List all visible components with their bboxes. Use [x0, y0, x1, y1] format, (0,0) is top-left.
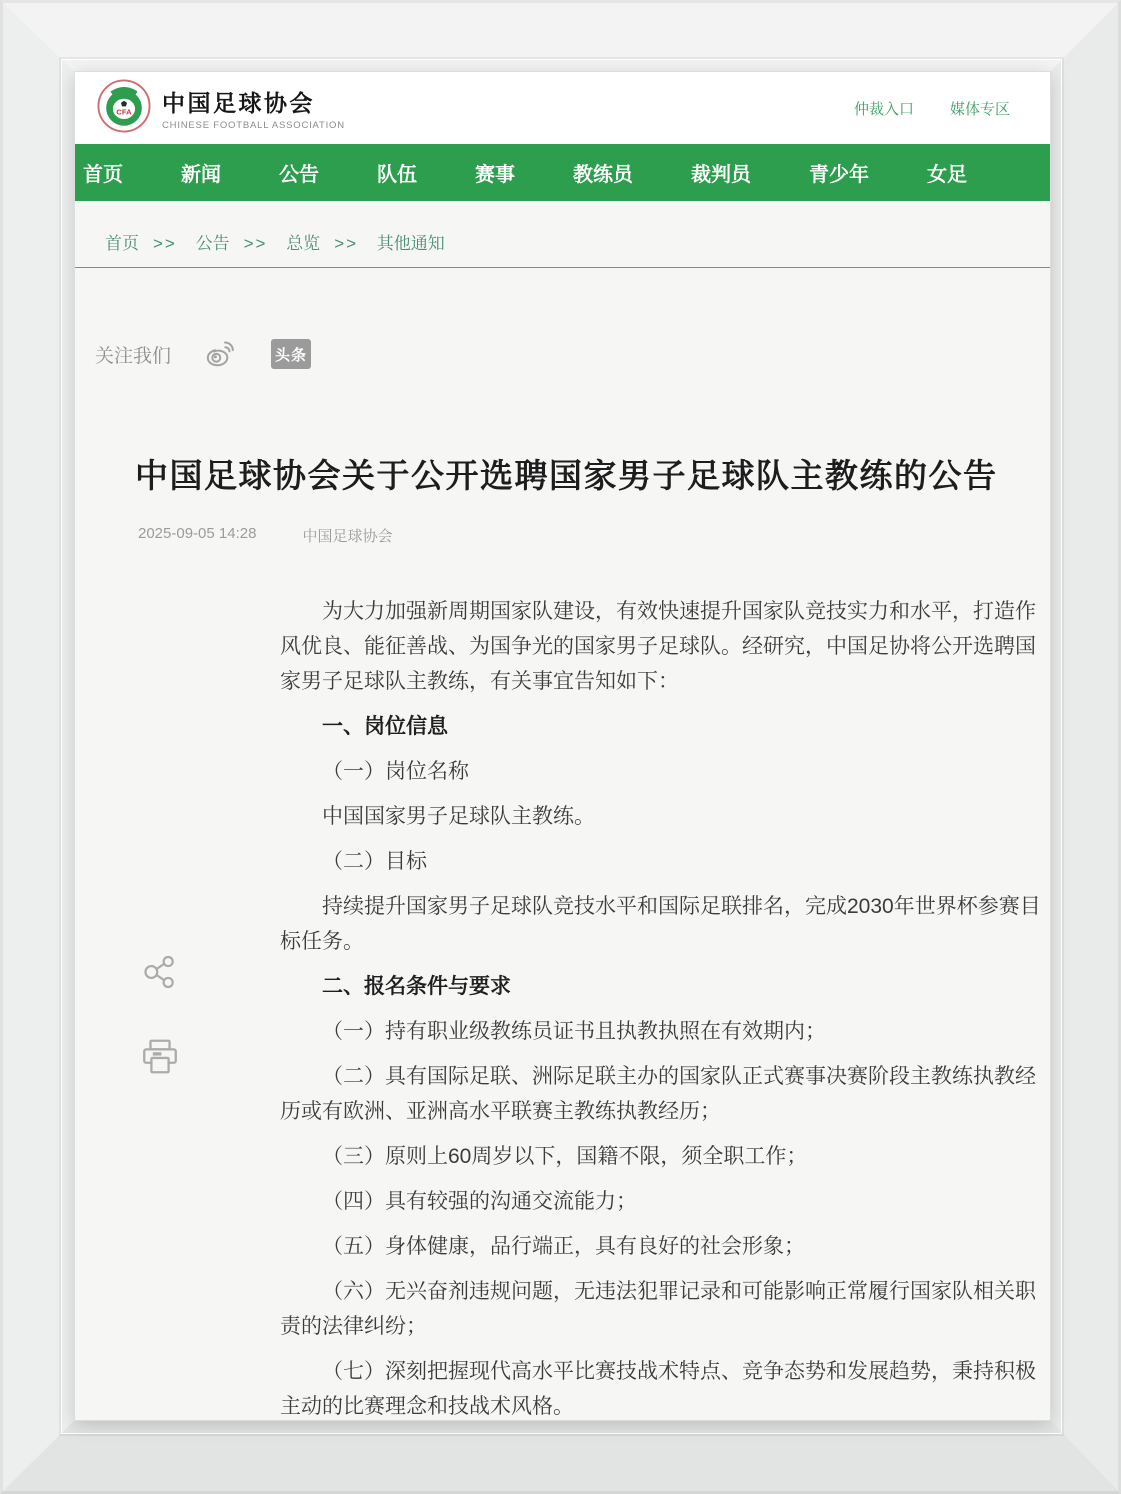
svg-text:CFA: CFA	[116, 107, 132, 117]
article-paragraph: （二）目标	[322, 849, 427, 873]
share-icon[interactable]	[140, 952, 180, 992]
article-paragraph: 为大力加强新周期国家队建设，有效快速提升国家队竞技实力和水平，打造作风优良、能征善战、为国争光的国家男子足球队。经研究，中国足协将公开选聘国家男子足球队主教练，有关事宜告知如下：	[280, 599, 1036, 693]
article-paragraph: （四）具有较强的沟通交流能力；	[322, 1189, 637, 1213]
nav-item[interactable]: 教练员	[573, 164, 633, 186]
toutiao-icon[interactable]: 头条	[271, 339, 311, 369]
article-body	[280, 594, 1050, 1420]
breadcrumb-separator: >>	[243, 234, 268, 253]
breadcrumb-item[interactable]: 总览	[286, 234, 321, 253]
article-paragraph: （一）持有职业级教练员证书且执教执照在有效期内；	[322, 1019, 826, 1043]
breadcrumb-item[interactable]: 公告	[195, 234, 230, 253]
breadcrumb	[105, 229, 1050, 254]
breadcrumb-item-group	[196, 234, 282, 253]
print-icon[interactable]	[139, 1036, 181, 1078]
article-paragraph: 一、岗位信息	[322, 714, 448, 738]
logo-text	[162, 85, 345, 131]
header-link[interactable]: 仲裁入口	[853, 100, 914, 118]
cfa-logo[interactable]	[97, 79, 345, 138]
site-header	[75, 72, 1050, 144]
nav-item[interactable]: 首页	[83, 164, 123, 186]
article-paragraph: 中国国家男子足球队主教练。	[322, 804, 595, 828]
article-source: 中国足球协会	[302, 527, 393, 545]
article-paragraph: 二、报名条件与要求	[322, 974, 511, 998]
breadcrumb-item[interactable]: 首页	[105, 234, 139, 253]
article-date: 2025-09-05 14:28	[138, 524, 257, 542]
breadcrumb-item-group	[286, 234, 372, 253]
page-content	[75, 72, 1050, 1420]
breadcrumb-separator: >>	[334, 234, 359, 253]
breadcrumb-item-group	[105, 234, 191, 253]
weibo-icon[interactable]	[205, 338, 237, 370]
follow-label: 关注我们	[95, 345, 172, 367]
nav-item[interactable]: 青少年	[809, 164, 869, 186]
article-paragraph: （六）无兴奋剂违规问题，无违法犯罪记录和可能影响正常履行国家队相关职责的法律纠纷；	[280, 1279, 1036, 1338]
article-meta	[138, 525, 1050, 546]
article-paragraph: （一）岗位名称	[322, 759, 469, 783]
breadcrumb-item[interactable]: 其他通知	[376, 234, 445, 253]
article-paragraph: （三）原则上60周岁以下，国籍不限，须全职工作；	[322, 1144, 808, 1168]
breadcrumb-item-group	[377, 234, 445, 253]
nav-item[interactable]: 队伍	[377, 164, 417, 186]
nav-item[interactable]: 裁判员	[691, 164, 751, 186]
main-nav	[75, 144, 1050, 201]
article-tools	[139, 952, 181, 1078]
breadcrumb-separator: >>	[153, 234, 177, 253]
article-paragraph: （二）具有国际足联、洲际足联主办的国家队正式赛事决赛阶段主教练执教经历或有欧洲、亚洲高水平联赛主教练执教经历；	[280, 1064, 1036, 1123]
logo-subtitle: CHINESE FOOTBALL ASSOCIATION	[162, 120, 345, 131]
article-paragraph: （五）身体健康，品行端正，具有良好的社会形象；	[322, 1234, 805, 1258]
article-paragraph: 持续提升国家男子足球队竞技水平和国际足联排名，完成2030年世界杯参赛目标任务。	[280, 894, 1041, 953]
article-title: 中国足球协会关于公开选聘国家男子足球队主教练的公告	[135, 457, 998, 494]
article	[75, 454, 1050, 1420]
nav-item[interactable]: 公告	[279, 164, 319, 186]
follow-us	[95, 338, 1050, 370]
cfa-badge-icon	[97, 79, 151, 138]
breadcrumb-divider	[75, 267, 1050, 268]
logo-name: 中国足球协会	[162, 90, 315, 116]
header-links	[854, 98, 1010, 119]
article-paragraph: （七）深刻把握现代高水平比赛技战术特点、竞争态势和发展趋势，秉持积极主动的比赛理念和技战术风格。	[280, 1359, 1036, 1418]
nav-item[interactable]: 新闻	[181, 164, 221, 186]
header-link[interactable]: 媒体专区	[949, 100, 1010, 118]
nav-item[interactable]: 女足	[927, 164, 967, 186]
nav-item[interactable]: 赛事	[475, 164, 515, 186]
